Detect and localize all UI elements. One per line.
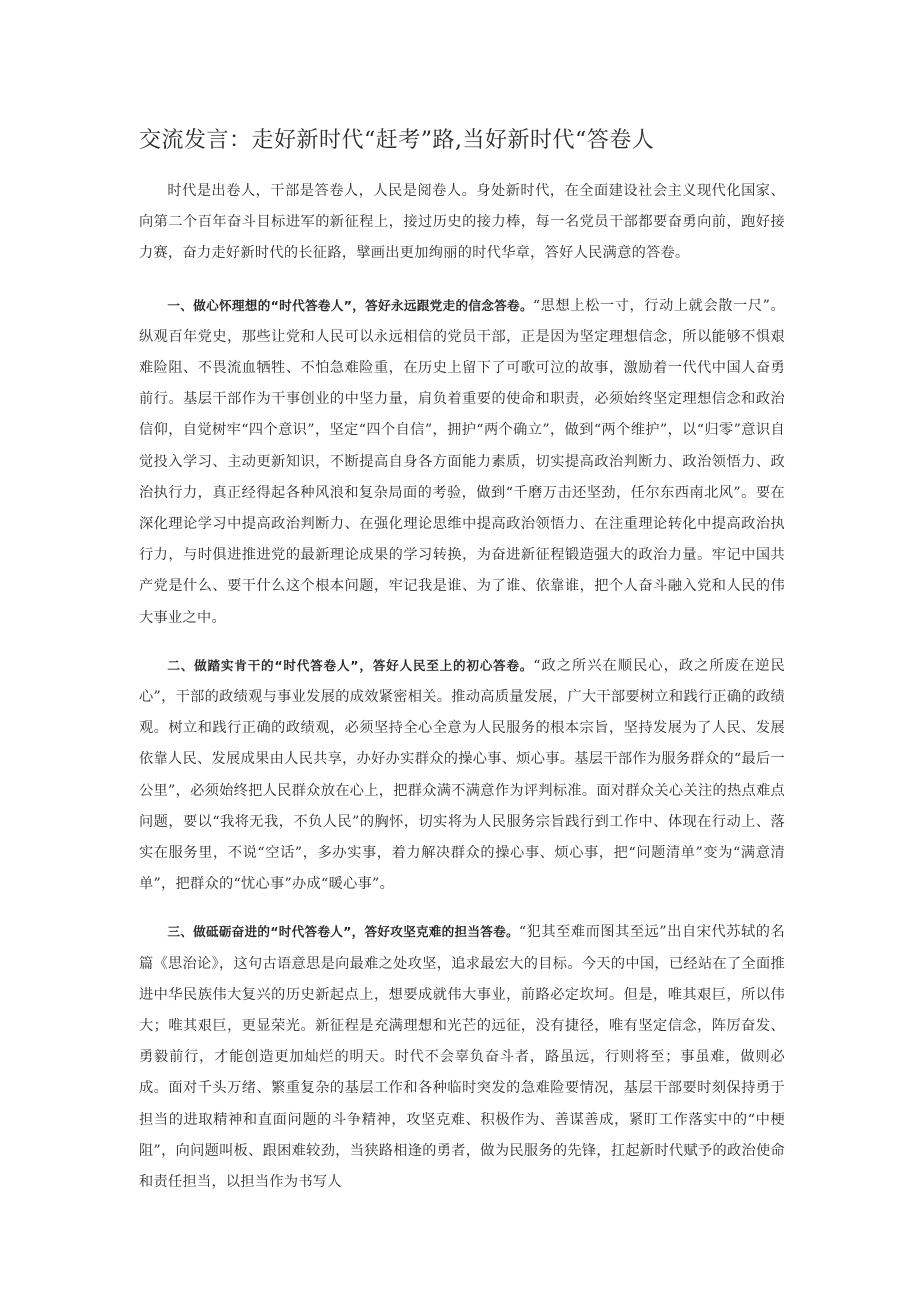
section-text: “思想上松一寸，行动上就会散一尺”。纵观百年党史，那些让党和人民可以永远相信的党员干部，正是因为坚定理想信念，所以能够不惧艰难险阻、不畏流血牺牲、不怕急难险重，在历史上留下了可歌可泣的故事，激励着一代代中国人奋勇前行。基层干部作为干事创业的中坚力量，肩负着重要的使命和职责，必须始终坚定理想信念和政治信仰，自觉树牢“四个意识”，坚定“四个自信”，拥护“两个确立”，做到“两个维护”，以“归零”意识自觉投入学习、主动更新知识，不断提高自身各方面能力素质，切实提高政治判断力、政治领悟力、政治执行力，真正经得起各种风浪和复杂局面的考验，做到“千磨万击还坚劲，任尔东西南北风”。要在深化理论学习中提高政治判断力、在强化理论思维中提高政治领悟力、在注重理论转化中提高政治执行力，与时俱进推进党的最新理论成果的学习转换，为奋进新征程锻造强大的政治力量。牢记中国共产党是什么、要干什么这个根本问题，牢记我是谁、为了谁、依靠谁，把个人奋斗融入党和人民的伟大事业之中。 (139, 297, 785, 626)
section-text: “犯其至难而图其至远”出自宋代苏轼的名篇《思治论》，这句古语意思是向最难之处攻坚，追求最宏大的目标。今天的中国，已经站在了全面推进中华民族伟大复兴的历史新起点上，想要成就伟大事业，前路必定坎坷。但是，唯其艰巨，所以伟大；唯其艰巨，更显荣光。新征程是充满理想和光芒的远征，没有捷径，唯有坚定信念，阵厉奋发、勇毅前行，才能创造更加灿烂的明天。时代不会辜负奋斗者，路虽远，行则将至；事虽难，做则必成。面对千头万绪、繁重复杂的基层工作和各种临时突发的急难险要情况，基层干部要时刻保持勇于担当的进取精神和直面问题的斗争精神，攻坚克难、积极作为、善谋善成，紧盯工作落实中的“中梗阻”，向问题叫板、跟困难较劲，当狭路相逢的勇者，做为民服务的先锋，扛起新时代赋予的政治使命和责任担当，以担当作为书写人 (139, 924, 785, 1191)
document-body (139, 176, 785, 1214)
section-heading: 一、做心怀理想的“时代答卷人”，答好永远跟党走的信念答卷。 (167, 297, 533, 313)
section-text: “政之所兴在顺民心，政之所废在逆民心”，干部的政绩观与事业发展的成效紧密相关。推动高质量发展，广大干部要树立和践行正确的政绩观。树立和践行正确的政绩观，必须坚持全心全意为人民服务的根本宗旨，坚持发展为了人民、发展依靠人民、发展成果由人民共享，办好办实群众的操心事、烦心事。基层干部作为服务群众的“最后一公里”，必须始终把人民群众放在心上，把群众满不满意作为评判标准。面对群众关心关注的热点难点问题，要以“我将无我，不负人民”的胸怀，切实将为人民服务宗旨践行到工作中、体现在行动上、落实在服务里，不说“空话”，多办实事，着力解决群众的操心事、烦心事，把“问题清单”变为“满意清单”，把群众的“忧心事”办成“暖心事”。 (139, 657, 785, 893)
section-heading: 三、做砥砺奋进的“时代答卷人”，答好攻坚克难的担当答卷。 (167, 924, 519, 940)
section-paragraph (139, 290, 785, 634)
section-paragraph (139, 916, 785, 1198)
section-paragraph (139, 650, 785, 901)
section-heading: 二、做踏实肯干的“时代答卷人”，答好人民至上的初心答卷。 (167, 657, 534, 673)
intro-paragraph: 时代是出卷人，干部是答卷人，人民是阅卷人。身处新时代，在全面建设社会主义现代化国家、向第二个百年奋斗目标进军的新征程上，接过历史的接力棒，每一名党员干部都要奋勇向前，跑好接力赛，奋力走好新时代的长征路，擘画出更加绚丽的时代华章，答好人民满意的答卷。 (139, 183, 785, 262)
document-title: 交流发言：走好新时代“赶考”路,当好新时代“答卷人 (139, 128, 655, 153)
